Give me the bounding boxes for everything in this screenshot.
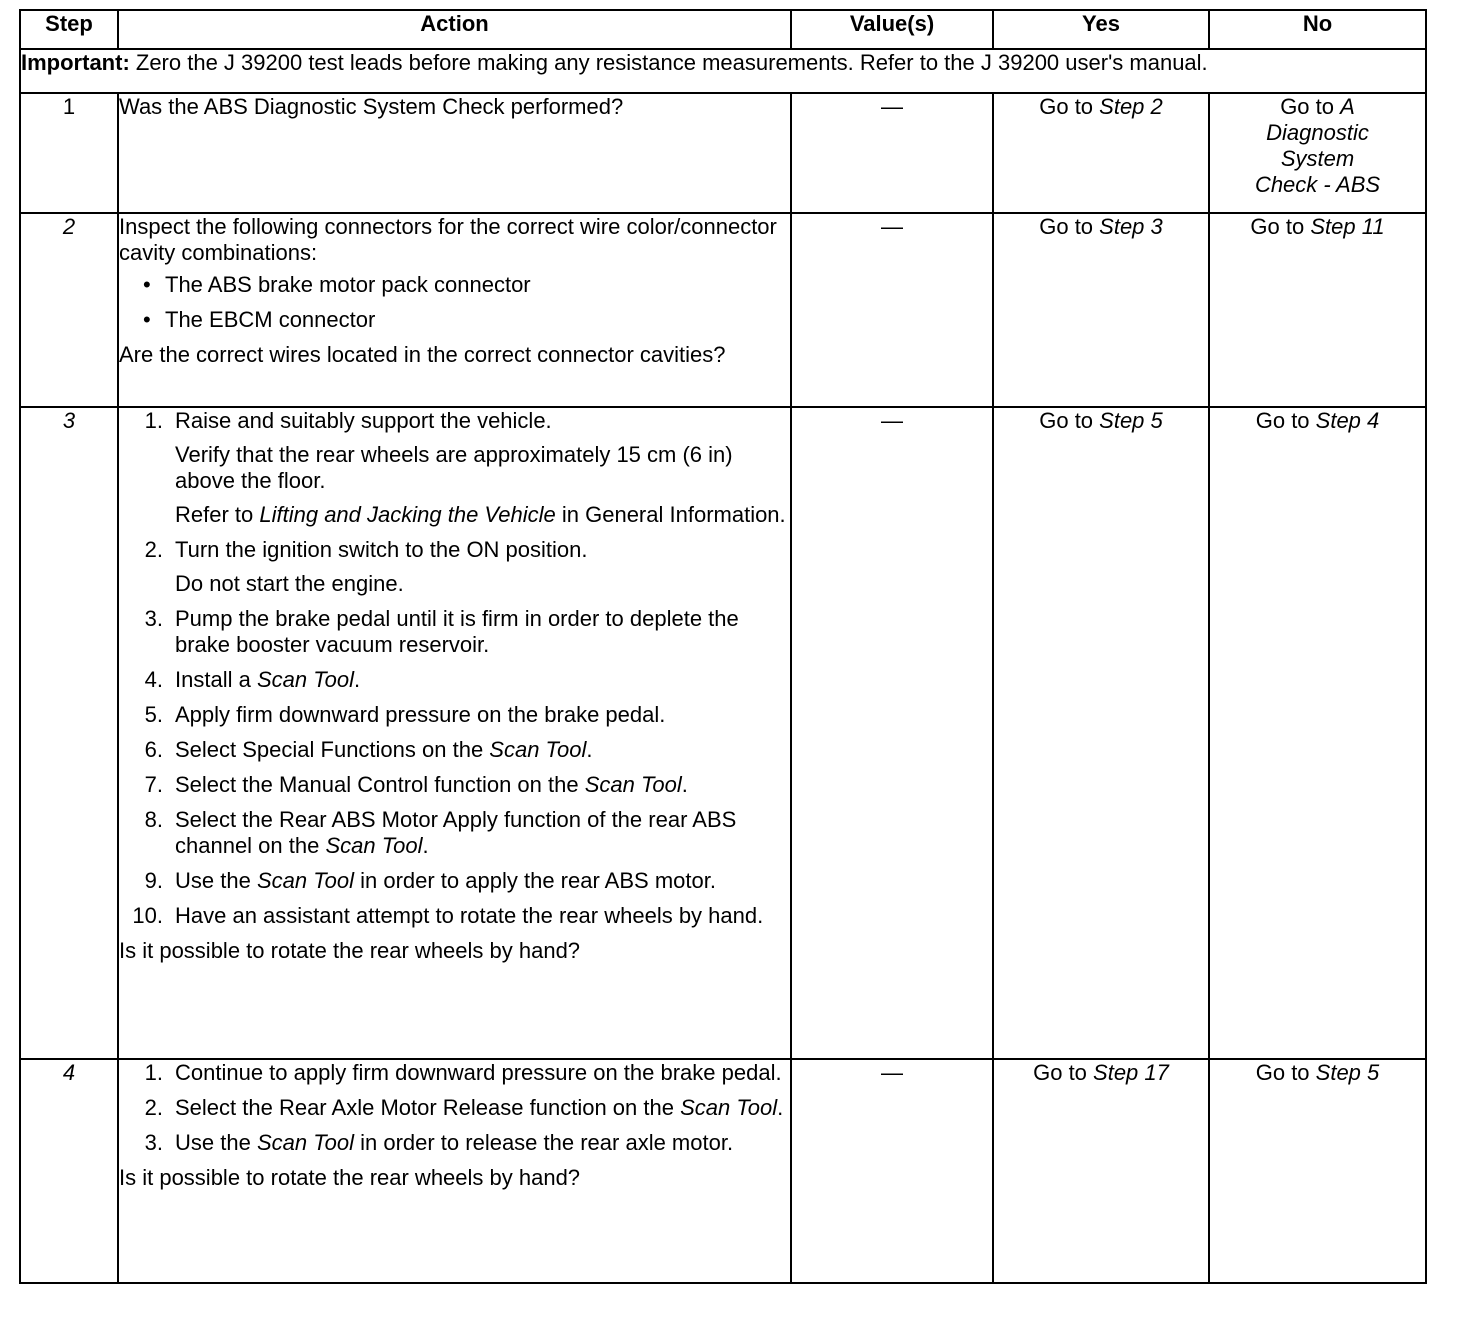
list-item xyxy=(119,772,790,798)
list-item xyxy=(119,1130,790,1156)
procedure-list xyxy=(119,408,790,929)
item-number: 2. xyxy=(144,1095,163,1120)
text-run: Select the Rear Axle Motor Release function on the xyxy=(175,1095,681,1120)
text-run: . xyxy=(777,1095,784,1120)
text-run: in General Information. xyxy=(555,502,786,527)
goto-prefix: Go to xyxy=(1255,408,1316,433)
scan-tool-term: Scan Tool xyxy=(584,772,682,797)
goto-prefix: Go to xyxy=(1250,214,1311,239)
diagnostic-table xyxy=(19,9,1427,1284)
step-number: 4 xyxy=(20,1059,118,1283)
list-item xyxy=(119,737,790,763)
no-cell xyxy=(1209,407,1426,1059)
item-number: 7. xyxy=(144,772,163,797)
item-text xyxy=(175,1095,790,1121)
question-text: Is it possible to rotate the rear wheels by hand? xyxy=(119,1165,581,1190)
text-run: Use the xyxy=(175,1130,257,1155)
text-run: . xyxy=(681,772,688,797)
check-link-part[interactable]: System xyxy=(1280,146,1355,171)
list-item: • The EBCM connector xyxy=(119,307,790,333)
no-cell xyxy=(1209,93,1426,213)
doc-reference[interactable]: Lifting and Jacking the Vehicle xyxy=(259,502,556,527)
check-link-part[interactable]: Check - ABS xyxy=(1254,172,1381,197)
list-item xyxy=(119,868,790,894)
item-number: 4. xyxy=(144,667,163,692)
item-number: 6. xyxy=(144,737,163,762)
table-row xyxy=(20,213,1426,407)
action-cell xyxy=(118,213,791,407)
item-subtext: Verify that the rear wheels are approximately 15 cm (6 in) above the floor. xyxy=(175,442,733,493)
item-number: 1. xyxy=(144,408,163,433)
item-number: 2. xyxy=(144,537,163,562)
text-run: Select the Rear ABS Motor Apply function of the rear ABS channel on the xyxy=(175,807,737,858)
text-run: . xyxy=(586,737,593,762)
text-run: . xyxy=(353,667,361,692)
item-number: 10. xyxy=(132,903,163,928)
header-action: Action xyxy=(118,10,791,49)
header-row xyxy=(20,10,1426,49)
item-text xyxy=(175,772,790,798)
item-subtext: Do not start the engine. xyxy=(175,571,404,596)
list-item xyxy=(119,903,790,929)
goto-prefix: Go to xyxy=(1255,1060,1316,1085)
header-no: No xyxy=(1209,10,1426,49)
value-cell: — xyxy=(791,1059,993,1283)
question-text: Is it possible to rotate the rear wheels by hand? xyxy=(119,938,581,963)
list-item: • The ABS brake motor pack connector xyxy=(119,272,790,298)
item-text xyxy=(175,868,790,894)
step-link[interactable]: Step 3 xyxy=(1099,214,1163,239)
text-run: in order to release the rear axle motor. xyxy=(353,1130,734,1155)
item-text: Turn the ignition switch to the ON position. xyxy=(175,537,588,562)
item-text xyxy=(175,807,790,859)
important-note xyxy=(20,49,1426,93)
goto-prefix: Go to xyxy=(1039,408,1100,433)
step-link[interactable]: Step 11 xyxy=(1310,214,1385,239)
scan-tool-term: Scan Tool xyxy=(680,1095,778,1120)
header-values: Value(s) xyxy=(791,10,993,49)
yes-cell xyxy=(993,1059,1209,1283)
item-number: 3. xyxy=(144,1130,163,1155)
no-cell xyxy=(1209,213,1426,407)
text-run: Select the Manual Control function on the xyxy=(175,772,585,797)
item-subtext xyxy=(175,502,790,528)
question-text: Are the correct wires located in the correct connector cavities? xyxy=(119,342,726,367)
list-item xyxy=(119,606,790,658)
list-item xyxy=(119,408,790,528)
step-number: 1 xyxy=(20,93,118,213)
scan-tool-term: Scan Tool xyxy=(256,1130,354,1155)
value-cell: — xyxy=(791,93,993,213)
scan-tool-term: Scan Tool xyxy=(489,737,587,762)
text-run: Refer to xyxy=(175,502,260,527)
text-run: Select Special Functions on the xyxy=(175,737,490,762)
goto-prefix: Go to xyxy=(1033,1060,1094,1085)
yes-cell xyxy=(993,407,1209,1059)
important-note-row xyxy=(20,49,1426,93)
item-number: 3. xyxy=(144,606,163,631)
goto-prefix: Go to xyxy=(1039,94,1100,119)
list-item xyxy=(119,702,790,728)
item-text: Pump the brake pedal until it is firm in order to deplete the brake booster vacuum reservoir. xyxy=(175,606,739,657)
item-number: 1. xyxy=(144,1060,163,1085)
item-number: 8. xyxy=(144,807,163,832)
value-cell: — xyxy=(791,407,993,1059)
item-text xyxy=(175,1130,790,1156)
text-run: . xyxy=(422,833,429,858)
list-item xyxy=(119,1095,790,1121)
step-link[interactable]: Step 5 xyxy=(1099,408,1163,433)
yes-cell xyxy=(993,93,1209,213)
important-label: Important: xyxy=(21,50,130,75)
scan-tool-term: Scan Tool xyxy=(256,868,354,893)
item-number: 5. xyxy=(144,702,163,727)
text-run: Install a xyxy=(175,667,257,692)
action-cell xyxy=(118,93,791,213)
table-row xyxy=(20,1059,1426,1283)
no-cell xyxy=(1209,1059,1426,1283)
text-run: in order to apply the rear ABS motor. xyxy=(353,868,716,893)
header-step: Step xyxy=(20,10,118,49)
header-yes: Yes xyxy=(993,10,1209,49)
item-text xyxy=(175,667,790,693)
text-run: Use the xyxy=(175,868,257,893)
item-text: Apply firm downward pressure on the brake pedal. xyxy=(175,702,666,727)
step-number: 3 xyxy=(20,407,118,1059)
scan-tool-term: Scan Tool xyxy=(325,833,423,858)
goto-prefix: Go to xyxy=(1280,94,1341,119)
item-number: 9. xyxy=(144,868,163,893)
list-item xyxy=(119,667,790,693)
important-text: Zero the J 39200 test leads before making any resistance measurements. Refer to the J 39200 user's manual. xyxy=(129,50,1208,75)
list-item xyxy=(119,1060,790,1086)
procedure-list xyxy=(119,1060,790,1156)
action-cell xyxy=(118,407,791,1059)
yes-cell xyxy=(993,213,1209,407)
item-text xyxy=(175,737,790,763)
check-link-part[interactable]: A xyxy=(1340,94,1355,119)
item-text: Raise and suitably support the vehicle. xyxy=(175,408,552,433)
table-row xyxy=(20,93,1426,213)
table-row xyxy=(20,407,1426,1059)
list-item xyxy=(119,537,790,597)
goto-prefix: Go to xyxy=(1039,214,1100,239)
question-text: Was the ABS Diagnostic System Check performed? xyxy=(119,94,624,119)
step-link[interactable]: Step 17 xyxy=(1093,1060,1169,1085)
value-cell: — xyxy=(791,213,993,407)
action-cell xyxy=(118,1059,791,1283)
item-text: Have an assistant attempt to rotate the rear wheels by hand. xyxy=(175,903,764,928)
step-link[interactable]: Step 2 xyxy=(1099,94,1163,119)
step-link[interactable]: Step 5 xyxy=(1315,1060,1380,1085)
list-item xyxy=(119,807,790,859)
check-link-part[interactable]: Diagnostic xyxy=(1266,120,1369,145)
scan-tool-term: Scan Tool xyxy=(256,667,354,692)
item-text: Continue to apply firm downward pressure on the brake pedal. xyxy=(175,1060,782,1085)
step-number: 2 xyxy=(20,213,118,407)
step-link[interactable]: Step 4 xyxy=(1315,408,1380,433)
connector-list xyxy=(119,272,790,333)
intro-text: Inspect the following connectors for the correct wire color/connector cavity combinations: xyxy=(119,214,777,265)
